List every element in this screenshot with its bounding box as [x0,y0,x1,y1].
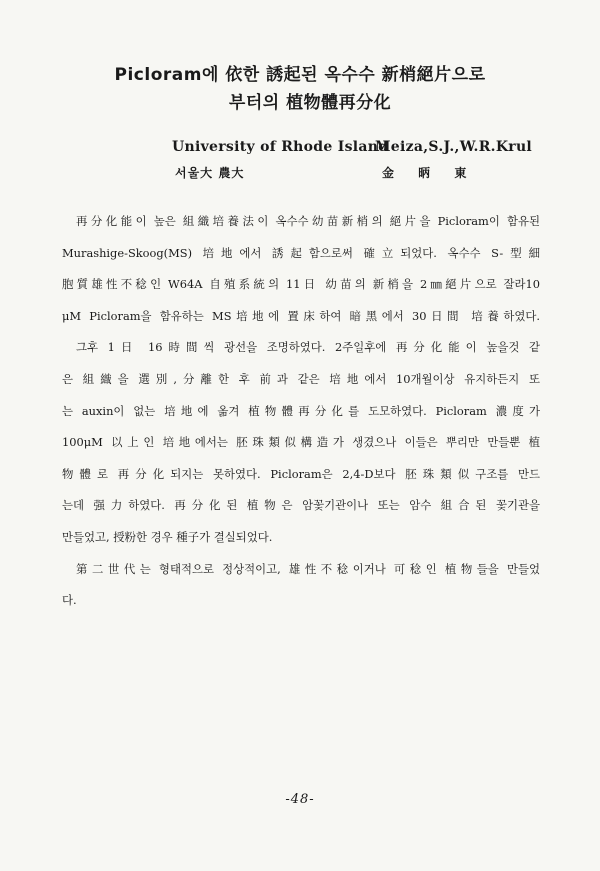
institution-english: University of Rhode Island [172,139,389,155]
body-line: 第二世代는 형태적으로 정상적이고, 雄性不稔이거나 可稔인 植物들을 만들었 [76,561,540,576]
author-korean: 金 昞 東 [382,166,477,180]
body-line: μM Picloram을 함유하는 MS培地에 置床하여 暗黑에서 30日間 培養하였다. [62,308,540,323]
page-number: -48- [285,792,315,807]
paper-title-line-2: 부터의 植物體再分化 [228,93,392,113]
body-line: 만들었고, 授粉한 경우 種子가 결실되었다. [62,529,273,544]
abstract-body [62,206,540,617]
institution-korean: 서울大 農大 [175,166,245,180]
body-line: 는 auxin이 없는 培地에 옮겨 植物體再分化를 도모하였다. Picloram 濃度가 [62,403,540,418]
body-line: 胞質雄性不稔인 W64A 自殖系統의 11日 幼苗의 新梢을 2㎜絕片으로 잘라10 [62,277,540,292]
paper-title-line-1: Picloram에 依한 誘起된 옥수수 新梢絕片으로 [114,65,486,85]
body-line: 物體로 再分化되지는 못하였다. Picloram은 2,4-D보다 胚珠類似구조를 만드 [62,466,540,481]
body-line: Murashige-Skoog(MS) 培地에서 誘起함으로써 確立되었다. 옥수수 S-型細 [62,245,540,260]
authors-english: Meiza,S.J.,W.R.Krul [375,139,533,155]
body-line: 그후 1日 16時間씩 광선을 조명하였다. 2주일후에 再分化能이 높을것 같 [76,340,540,355]
body-line: 은 組織을 選別,分離한 후 前과 같은 培地에서 10개월이상 유지하든지 또 [62,371,540,386]
body-line: 再分化能이 높은 組織培養法이 옥수수幼苗新梢의 絕片을 Picloram이 함유된 [76,214,540,228]
body-line: 100μM 以上인 培地에서는 胚珠類似構造가 생겼으나 이들은 뿌리만 만들뿐 植 [62,435,540,450]
body-line: 다. [62,593,77,608]
body-line: 는데 强力하였다. 再分化된 植物은 암꽃기관이나 또는 암수 組合된 꽃기관을 [62,498,540,513]
